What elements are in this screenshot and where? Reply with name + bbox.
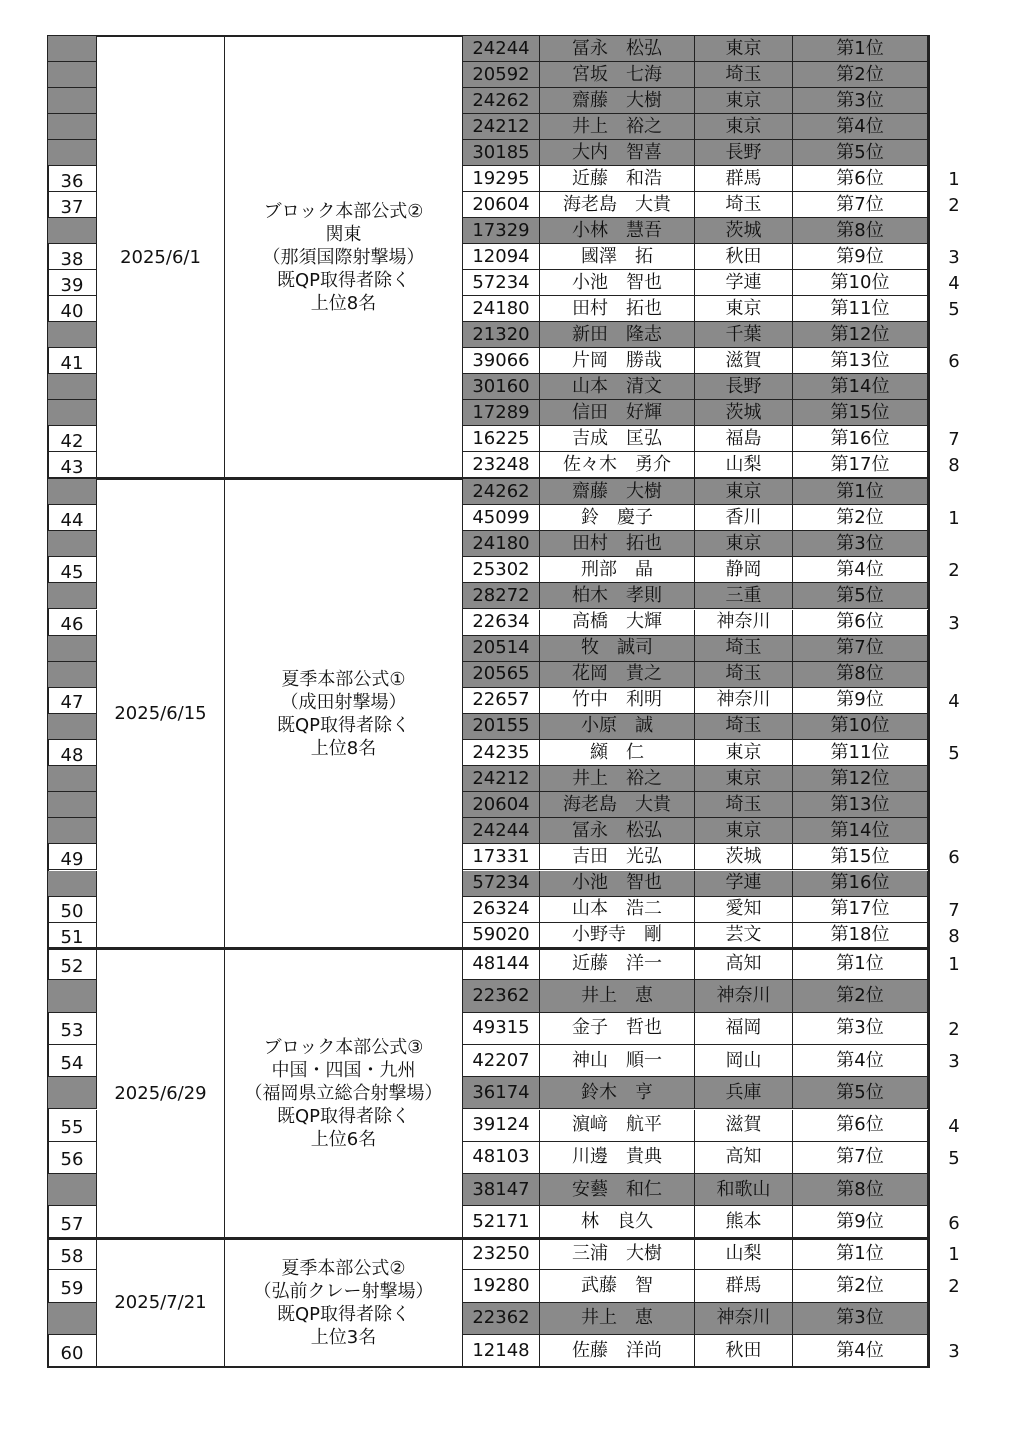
qualifier-index: 3 bbox=[948, 247, 960, 268]
qualifier-index: 2 bbox=[948, 1018, 960, 1040]
rank: 第7位 bbox=[793, 192, 928, 218]
row-number: 41 bbox=[48, 348, 97, 374]
member-id: 59020 bbox=[463, 923, 540, 949]
row-number bbox=[48, 792, 97, 818]
row-number: 58 bbox=[48, 1238, 97, 1270]
prefecture: 芸文 bbox=[695, 923, 793, 949]
rank: 第12位 bbox=[793, 766, 928, 792]
rank: 第10位 bbox=[793, 270, 928, 296]
qualifier-index: 1 bbox=[948, 1244, 960, 1266]
player-name: 竹中 利明 bbox=[540, 688, 695, 714]
member-id: 19280 bbox=[463, 1270, 540, 1302]
event-date: 2025/6/15 bbox=[97, 479, 225, 949]
rank: 第3位 bbox=[793, 88, 928, 114]
row-number: 47 bbox=[48, 688, 97, 714]
member-id: 22634 bbox=[463, 610, 540, 636]
row-number bbox=[48, 980, 97, 1012]
prefecture: 東京 bbox=[695, 740, 793, 766]
qualifier-index: 2 bbox=[948, 1276, 960, 1298]
player-name: 小池 智也 bbox=[540, 871, 695, 897]
qualifier-index: 5 bbox=[948, 1147, 960, 1169]
row-number bbox=[48, 818, 97, 844]
rank: 第11位 bbox=[793, 296, 928, 322]
prefecture: 群馬 bbox=[695, 166, 793, 192]
player-name: 吉田 光弘 bbox=[540, 844, 695, 870]
player-name: 海老島 大貴 bbox=[540, 792, 695, 818]
prefecture: 東京 bbox=[695, 36, 793, 62]
rank: 第1位 bbox=[793, 479, 928, 505]
rank: 第16位 bbox=[793, 426, 928, 452]
prefecture: 東京 bbox=[695, 88, 793, 114]
row-number bbox=[48, 114, 97, 140]
member-id: 19295 bbox=[463, 166, 540, 192]
rank: 第17位 bbox=[793, 452, 928, 478]
qualifier-index: 4 bbox=[948, 1115, 960, 1137]
rank: 第2位 bbox=[793, 980, 928, 1012]
row-number: 52 bbox=[48, 948, 97, 980]
player-name: 田村 拓也 bbox=[540, 531, 695, 557]
member-id: 26324 bbox=[463, 897, 540, 923]
rank: 第4位 bbox=[793, 114, 928, 140]
row-number bbox=[48, 714, 97, 740]
rank: 第18位 bbox=[793, 923, 928, 949]
player-name: 國澤 拓 bbox=[540, 244, 695, 270]
player-name: 近藤 和浩 bbox=[540, 166, 695, 192]
player-name: 井上 裕之 bbox=[540, 766, 695, 792]
rank: 第9位 bbox=[793, 688, 928, 714]
row-number: 38 bbox=[48, 244, 97, 270]
prefecture: 埼玉 bbox=[695, 636, 793, 662]
member-id: 20514 bbox=[463, 636, 540, 662]
qualifier-index: 3 bbox=[948, 612, 960, 634]
prefecture: 長野 bbox=[695, 140, 793, 166]
member-id: 12148 bbox=[463, 1335, 540, 1367]
prefecture: 滋賀 bbox=[695, 1110, 793, 1142]
rank: 第7位 bbox=[793, 636, 928, 662]
prefecture: 東京 bbox=[695, 531, 793, 557]
prefecture: 東京 bbox=[695, 479, 793, 505]
row-number bbox=[48, 662, 97, 688]
member-id: 25302 bbox=[463, 557, 540, 583]
row-number: 51 bbox=[48, 923, 97, 949]
player-name: 冨永 松弘 bbox=[540, 36, 695, 62]
row-number: 48 bbox=[48, 740, 97, 766]
prefecture: 熊本 bbox=[695, 1206, 793, 1238]
row-number bbox=[48, 531, 97, 557]
qualifier-index: 1 bbox=[948, 954, 960, 976]
prefecture: 埼玉 bbox=[695, 62, 793, 88]
member-id: 24212 bbox=[463, 114, 540, 140]
event-date: 2025/6/29 bbox=[97, 948, 225, 1239]
row-number: 43 bbox=[48, 452, 97, 478]
player-name: 井上 恵 bbox=[540, 1303, 695, 1335]
player-name: 山本 清文 bbox=[540, 374, 695, 400]
qualifier-index: 6 bbox=[948, 351, 960, 372]
member-id: 24180 bbox=[463, 531, 540, 557]
prefecture: 高知 bbox=[695, 1142, 793, 1174]
player-name: 花岡 貴之 bbox=[540, 662, 695, 688]
prefecture: 埼玉 bbox=[695, 714, 793, 740]
member-id: 17329 bbox=[463, 218, 540, 244]
event-name-text: 夏季本部公式① （成田射撃場） 既QP取得者除く 上位8名 bbox=[276, 668, 411, 759]
prefecture: 千葉 bbox=[695, 322, 793, 348]
prefecture: 高知 bbox=[695, 948, 793, 980]
player-name: 神山 順一 bbox=[540, 1045, 695, 1077]
qualifier-index: 1 bbox=[948, 508, 960, 530]
row-number: 55 bbox=[48, 1110, 97, 1142]
qualifier-index: 8 bbox=[948, 925, 960, 947]
member-id: 48103 bbox=[463, 1142, 540, 1174]
qualifier-index: 7 bbox=[948, 899, 960, 921]
rank: 第3位 bbox=[793, 1013, 928, 1045]
qualifier-index: 2 bbox=[948, 195, 960, 216]
player-name: 鈴木 亨 bbox=[540, 1077, 695, 1109]
prefecture: 群馬 bbox=[695, 1270, 793, 1302]
player-name: 宮坂 七海 bbox=[540, 62, 695, 88]
player-name: 齋藤 大樹 bbox=[540, 479, 695, 505]
member-id: 20592 bbox=[463, 62, 540, 88]
prefecture: 神奈川 bbox=[695, 688, 793, 714]
rank: 第1位 bbox=[793, 948, 928, 980]
member-id: 48144 bbox=[463, 948, 540, 980]
qualifier-index: 3 bbox=[948, 1341, 960, 1363]
qualifier-index: 5 bbox=[948, 299, 960, 320]
prefecture: 東京 bbox=[695, 114, 793, 140]
row-number: 39 bbox=[48, 270, 97, 296]
row-number bbox=[48, 636, 97, 662]
player-name: 吉成 匡弘 bbox=[540, 426, 695, 452]
prefecture: 長野 bbox=[695, 374, 793, 400]
prefecture: 福岡 bbox=[695, 1013, 793, 1045]
rank: 第2位 bbox=[793, 505, 928, 531]
prefecture: 埼玉 bbox=[695, 662, 793, 688]
event-name-text: ブロック本部公式② 関東 （那須国際射撃場） 既QP取得者除く 上位8名 bbox=[262, 200, 425, 314]
row-number: 56 bbox=[48, 1142, 97, 1174]
row-number bbox=[48, 218, 97, 244]
player-name: 小野寺 剛 bbox=[540, 923, 695, 949]
player-name: 武藤 智 bbox=[540, 1270, 695, 1302]
qualifier-index: 2 bbox=[948, 560, 960, 582]
row-number: 40 bbox=[48, 296, 97, 322]
member-id: 30160 bbox=[463, 374, 540, 400]
qualifier-index: 3 bbox=[948, 1051, 960, 1073]
player-name: 小池 智也 bbox=[540, 270, 695, 296]
rank: 第6位 bbox=[793, 166, 928, 192]
row-number bbox=[48, 62, 97, 88]
player-name: 林 良久 bbox=[540, 1206, 695, 1238]
player-name: 牧 誠司 bbox=[540, 636, 695, 662]
row-number: 44 bbox=[48, 505, 97, 531]
event-date: 2025/6/1 bbox=[97, 36, 225, 478]
rank: 第15位 bbox=[793, 844, 928, 870]
row-number: 36 bbox=[48, 166, 97, 192]
rank: 第11位 bbox=[793, 740, 928, 766]
player-name: 小林 慧吾 bbox=[540, 218, 695, 244]
row-number bbox=[48, 322, 97, 348]
member-id: 20604 bbox=[463, 192, 540, 218]
prefecture: 神奈川 bbox=[695, 980, 793, 1012]
player-name: 鈴 慶子 bbox=[540, 505, 695, 531]
prefecture: 秋田 bbox=[695, 244, 793, 270]
member-id: 24244 bbox=[463, 818, 540, 844]
row-number bbox=[48, 88, 97, 114]
player-name: 濵﨑 航平 bbox=[540, 1110, 695, 1142]
rank: 第3位 bbox=[793, 531, 928, 557]
row-number: 37 bbox=[48, 192, 97, 218]
event-date: 2025/7/21 bbox=[97, 1238, 225, 1367]
row-number bbox=[48, 1077, 97, 1109]
prefecture: 香川 bbox=[695, 505, 793, 531]
member-id: 52171 bbox=[463, 1206, 540, 1238]
qualifier-index: 1 bbox=[948, 169, 960, 190]
prefecture: 東京 bbox=[695, 766, 793, 792]
member-id: 22362 bbox=[463, 980, 540, 1012]
member-id: 38147 bbox=[463, 1174, 540, 1206]
prefecture: 和歌山 bbox=[695, 1174, 793, 1206]
row-number: 54 bbox=[48, 1045, 97, 1077]
member-id: 24244 bbox=[463, 36, 540, 62]
player-name: 井上 恵 bbox=[540, 980, 695, 1012]
prefecture: 学連 bbox=[695, 270, 793, 296]
rank: 第5位 bbox=[793, 140, 928, 166]
prefecture: 茨城 bbox=[695, 844, 793, 870]
player-name: 金子 哲也 bbox=[540, 1013, 695, 1045]
rank: 第2位 bbox=[793, 1270, 928, 1302]
row-number bbox=[48, 871, 97, 897]
player-name: 纐 仁 bbox=[540, 740, 695, 766]
member-id: 23248 bbox=[463, 452, 540, 478]
member-id: 22362 bbox=[463, 1303, 540, 1335]
member-id: 17331 bbox=[463, 844, 540, 870]
player-name: 近藤 洋一 bbox=[540, 948, 695, 980]
member-id: 23250 bbox=[463, 1238, 540, 1270]
prefecture: 埼玉 bbox=[695, 792, 793, 818]
row-number bbox=[48, 36, 97, 62]
player-name: 刑部 晶 bbox=[540, 557, 695, 583]
player-name: 三浦 大樹 bbox=[540, 1238, 695, 1270]
member-id: 24212 bbox=[463, 766, 540, 792]
player-name: 田村 拓也 bbox=[540, 296, 695, 322]
rank: 第16位 bbox=[793, 871, 928, 897]
qualifier-index: 7 bbox=[948, 429, 960, 450]
rank: 第1位 bbox=[793, 36, 928, 62]
rank: 第6位 bbox=[793, 610, 928, 636]
member-id: 24262 bbox=[463, 88, 540, 114]
player-name: 山本 浩二 bbox=[540, 897, 695, 923]
rank: 第5位 bbox=[793, 583, 928, 609]
row-number bbox=[48, 479, 97, 505]
prefecture: 埼玉 bbox=[695, 192, 793, 218]
member-id: 20155 bbox=[463, 714, 540, 740]
prefecture: 三重 bbox=[695, 583, 793, 609]
player-name: 大内 智喜 bbox=[540, 140, 695, 166]
event-name-text: ブロック本部公式③ 中国・四国・九州 （福岡県立総合射撃場） 既QP取得者除く 上位6名 bbox=[244, 1036, 443, 1150]
member-id: 45099 bbox=[463, 505, 540, 531]
prefecture: 神奈川 bbox=[695, 610, 793, 636]
member-id: 12094 bbox=[463, 244, 540, 270]
rank: 第10位 bbox=[793, 714, 928, 740]
prefecture: 山梨 bbox=[695, 452, 793, 478]
prefecture: 静岡 bbox=[695, 557, 793, 583]
rank: 第8位 bbox=[793, 218, 928, 244]
member-id: 39124 bbox=[463, 1110, 540, 1142]
event-name bbox=[225, 36, 463, 478]
player-name: 佐々木 勇介 bbox=[540, 452, 695, 478]
event-name bbox=[225, 479, 463, 949]
prefecture: 山梨 bbox=[695, 1238, 793, 1270]
rank: 第13位 bbox=[793, 792, 928, 818]
member-id: 36174 bbox=[463, 1077, 540, 1109]
qualifier-index: 8 bbox=[948, 455, 960, 476]
row-number: 60 bbox=[48, 1335, 97, 1367]
rank: 第6位 bbox=[793, 1110, 928, 1142]
member-id: 49315 bbox=[463, 1013, 540, 1045]
row-number bbox=[48, 583, 97, 609]
member-id: 42207 bbox=[463, 1045, 540, 1077]
rank: 第17位 bbox=[793, 897, 928, 923]
member-id: 21320 bbox=[463, 322, 540, 348]
prefecture: 東京 bbox=[695, 818, 793, 844]
member-id: 24180 bbox=[463, 296, 540, 322]
rank: 第2位 bbox=[793, 62, 928, 88]
prefecture: 東京 bbox=[695, 296, 793, 322]
row-number: 53 bbox=[48, 1013, 97, 1045]
row-number: 46 bbox=[48, 610, 97, 636]
member-id: 17289 bbox=[463, 400, 540, 426]
rank: 第9位 bbox=[793, 244, 928, 270]
prefecture: 滋賀 bbox=[695, 348, 793, 374]
member-id: 39066 bbox=[463, 348, 540, 374]
rank: 第7位 bbox=[793, 1142, 928, 1174]
row-number bbox=[48, 766, 97, 792]
prefecture: 愛知 bbox=[695, 897, 793, 923]
player-name: 海老島 大貴 bbox=[540, 192, 695, 218]
row-number: 59 bbox=[48, 1270, 97, 1302]
player-name: 柏木 孝則 bbox=[540, 583, 695, 609]
row-number: 45 bbox=[48, 557, 97, 583]
member-id: 16225 bbox=[463, 426, 540, 452]
player-name: 安藝 和仁 bbox=[540, 1174, 695, 1206]
row-number bbox=[48, 140, 97, 166]
player-name: 小原 誠 bbox=[540, 714, 695, 740]
player-name: 冨永 松弘 bbox=[540, 818, 695, 844]
row-number: 50 bbox=[48, 897, 97, 923]
row-number bbox=[48, 1303, 97, 1335]
prefecture: 茨城 bbox=[695, 400, 793, 426]
qualifier-index: 4 bbox=[948, 273, 960, 294]
member-id: 30185 bbox=[463, 140, 540, 166]
prefecture: 神奈川 bbox=[695, 1303, 793, 1335]
row-number: 42 bbox=[48, 426, 97, 452]
player-name: 川邊 貴典 bbox=[540, 1142, 695, 1174]
rank: 第13位 bbox=[793, 348, 928, 374]
rank: 第8位 bbox=[793, 662, 928, 688]
rank: 第1位 bbox=[793, 1238, 928, 1270]
rank: 第4位 bbox=[793, 1045, 928, 1077]
rank: 第8位 bbox=[793, 1174, 928, 1206]
rank: 第9位 bbox=[793, 1206, 928, 1238]
member-id: 57234 bbox=[463, 270, 540, 296]
event-name-text: 夏季本部公式② （弘前クレー射撃場） 既QP取得者除く 上位3名 bbox=[253, 1257, 434, 1348]
rank: 第4位 bbox=[793, 557, 928, 583]
prefecture: 茨城 bbox=[695, 218, 793, 244]
qualifier-index: 4 bbox=[948, 690, 960, 712]
row-number: 49 bbox=[48, 844, 97, 870]
event-name bbox=[225, 948, 463, 1239]
rank: 第3位 bbox=[793, 1303, 928, 1335]
event-name bbox=[225, 1238, 463, 1367]
player-name: 高橋 大輝 bbox=[540, 610, 695, 636]
qualifier-index: 5 bbox=[948, 743, 960, 765]
row-number bbox=[48, 1174, 97, 1206]
member-id: 20565 bbox=[463, 662, 540, 688]
member-id: 24262 bbox=[463, 479, 540, 505]
qualifier-index: 6 bbox=[948, 1212, 960, 1234]
row-number bbox=[48, 400, 97, 426]
player-name: 新田 隆志 bbox=[540, 322, 695, 348]
rank: 第12位 bbox=[793, 322, 928, 348]
player-name: 佐藤 洋尚 bbox=[540, 1335, 695, 1367]
qualifier-index: 6 bbox=[948, 847, 960, 869]
prefecture: 岡山 bbox=[695, 1045, 793, 1077]
player-name: 信田 好輝 bbox=[540, 400, 695, 426]
prefecture: 秋田 bbox=[695, 1335, 793, 1367]
member-id: 22657 bbox=[463, 688, 540, 714]
member-id: 57234 bbox=[463, 871, 540, 897]
rank: 第14位 bbox=[793, 374, 928, 400]
row-number: 57 bbox=[48, 1206, 97, 1238]
prefecture: 兵庫 bbox=[695, 1077, 793, 1109]
prefecture: 福島 bbox=[695, 426, 793, 452]
prefecture: 学連 bbox=[695, 871, 793, 897]
member-id: 24235 bbox=[463, 740, 540, 766]
player-name: 井上 裕之 bbox=[540, 114, 695, 140]
row-number bbox=[48, 374, 97, 400]
member-id: 28272 bbox=[463, 583, 540, 609]
rank: 第14位 bbox=[793, 818, 928, 844]
player-name: 片岡 勝哉 bbox=[540, 348, 695, 374]
member-id: 20604 bbox=[463, 792, 540, 818]
rank: 第5位 bbox=[793, 1077, 928, 1109]
player-name: 齋藤 大樹 bbox=[540, 88, 695, 114]
rank: 第15位 bbox=[793, 400, 928, 426]
rank: 第4位 bbox=[793, 1335, 928, 1367]
